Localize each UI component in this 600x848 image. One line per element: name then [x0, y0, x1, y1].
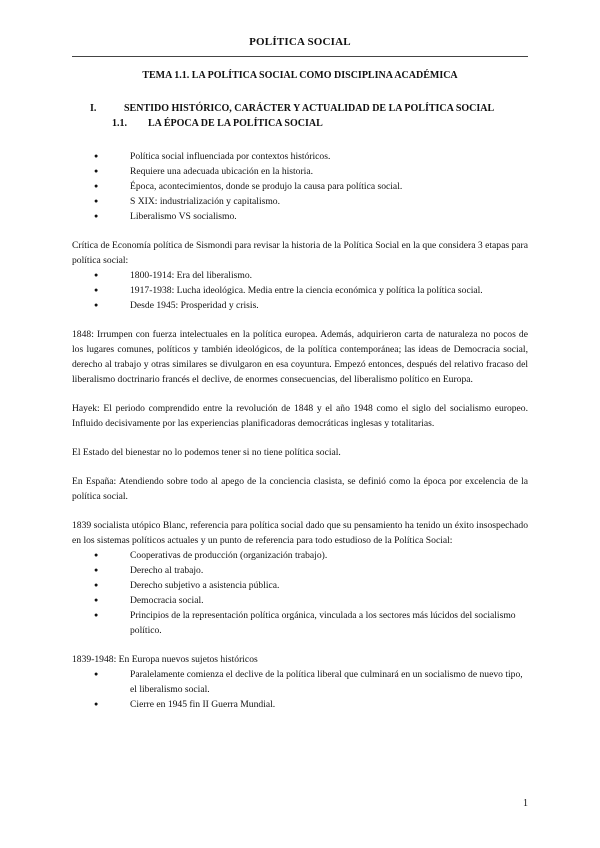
europe-bullet-list — [72, 667, 528, 712]
section-title: SENTIDO HISTÓRICO, CARÁCTER Y ACTUALIDAD DE LA POLÍTICA SOCIAL — [124, 103, 495, 114]
paragraph-estado-bienestar: El Estado del bienestar no lo podemos tener si no tiene política social. — [72, 447, 341, 458]
list-item: ● 1917-1938: Lucha ideológica. Media entre la ciencia económica y política la política social. — [72, 283, 528, 298]
list-item: ● S XIX: industrialización y capitalismo. — [72, 194, 528, 209]
paragraph-1839: 1839 socialista utópico Blanc, referencia para política social dado que su pensamiento ha tenido un éxito insospechado en los sistemas políticos actuales y un punto de referencia para todo estudioso de la Política Social: — [72, 520, 528, 546]
blanc-bullet-list — [72, 548, 528, 638]
list-item: ● Liberalismo VS socialismo. — [72, 209, 528, 224]
list-item: ● Paralelamente comienza el declive de la política liberal que culminará en un socialismo de nuevo tipo, el liberalismo social. — [72, 667, 528, 697]
list-item: ● Derecho subjetivo a asistencia pública. — [72, 578, 528, 593]
document-body — [72, 68, 528, 712]
subsection-number: 1.1. — [112, 118, 127, 129]
paragraph-1848: 1848: Irrumpen con fuerza intelectuales en la política europea. Además, adquirieron carta de naturaleza no pocos de los lugares comunes, políticos y también ideológicos, de la política contemporánea; las ideas de Democracia social, derecho al trabajo y otras similares se divulgaron en esa coyuntura. Empezó entonces, después del relativo fracaso del liberalismo doctrinario francés el declive, de enormes consecuencias, del liberalismo político en Europa. — [72, 329, 528, 385]
paragraph-hayek: Hayek: El periodo comprendido entre la revolución de 1848 y el año 1948 como el siglo del socialismo europeo. Influido decisivamente por las experiencias planificadoras democráticas inglesas y totalitarias. — [72, 403, 528, 429]
paragraph-sismondi: Crítica de Economía política de Sismondi para revisar la historia de la Política Social en la que considera 3 etapas para política social: — [72, 240, 528, 266]
subsection-heading — [72, 116, 528, 131]
list-item: ● Requiere una adecuada ubicación en la historia. — [72, 164, 528, 179]
list-item: ● Época, acontecimientos, donde se produjo la causa para política social. — [72, 179, 528, 194]
list-item: ● Principios de la representación política orgánica, vinculada a los sectores más lúcidos del socialismo político. — [72, 608, 528, 638]
intro-bullet-list — [72, 149, 528, 224]
list-item: ● Democracia social. — [72, 593, 528, 608]
subsection-title: LA ÉPOCA DE LA POLÍTICA SOCIAL — [148, 118, 323, 129]
list-item: ● Derecho al trabajo. — [72, 563, 528, 578]
list-item: ● Desde 1945: Prosperidad y crisis. — [72, 298, 528, 313]
paragraph-1839-1948: 1839-1948: En Europa nuevos sujetos históricos — [72, 654, 258, 665]
header-rule — [72, 56, 528, 57]
page-number: 1 — [523, 798, 528, 809]
list-item: ● Cooperativas de producción (organización trabajo). — [72, 548, 528, 563]
section-heading — [72, 101, 528, 116]
list-item: ● 1800-1914: Era del liberalismo. — [72, 268, 528, 283]
section-number: I. — [90, 103, 97, 114]
list-item: ● Cierre en 1945 fin II Guerra Mundial. — [72, 697, 528, 712]
running-header: POLÍTICA SOCIAL — [249, 36, 351, 48]
list-item: ● Política social influenciada por contextos históricos. — [72, 149, 528, 164]
tema-heading: TEMA 1.1. LA POLÍTICA SOCIAL COMO DISCIPLINA ACADÉMICA — [142, 70, 458, 81]
paragraph-espana: En España: Atendiendo sobre todo al apego de la conciencia clasista, se definió como la época por excelencia de la política social. — [72, 476, 528, 502]
stages-bullet-list — [72, 268, 528, 313]
